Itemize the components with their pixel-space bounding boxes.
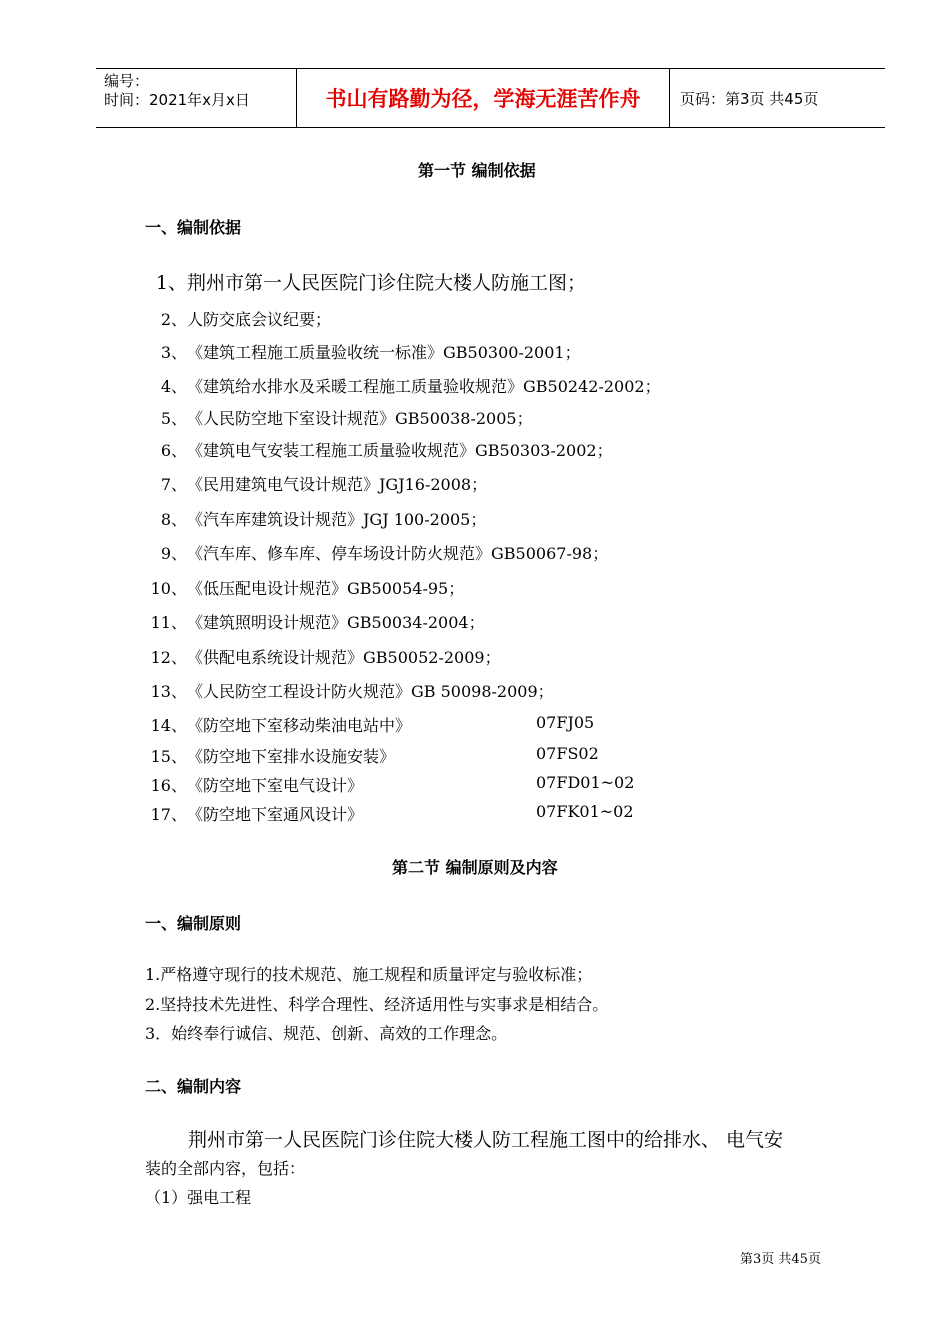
section1-subtitle: 一、编制依据	[145, 218, 242, 237]
list-item: 3、《建筑工程施工质量验收统一标准》GB50300-2001；	[160, 343, 581, 362]
list-item: 7、《民用建筑电气设计规范》JGJ16-2008；	[160, 475, 488, 494]
list-item: 4、《建筑给水排水及采暖工程施工质量验收规范》GB50242-2002；	[160, 377, 661, 396]
standard-code: 07FK01~02	[536, 802, 634, 821]
principle-item: 2.坚持技术先进性、科学合理性、经济适用性与实事求是相结合。	[145, 995, 609, 1014]
section1-title: 第一节 编制依据	[418, 161, 536, 180]
content-paragraph-line: 装的全部内容，包括：	[145, 1159, 306, 1178]
content-paragraph-line: （1）强电工程	[145, 1188, 252, 1207]
header-slogan: 书山有路勤为径，学海无涯苦作舟	[297, 69, 670, 127]
list-item: 13、《人民防空工程设计防火规范》GB 50098-2009；	[150, 682, 554, 701]
list-item: 2、人防交底会议纪要；	[160, 310, 332, 329]
content-title: 二、编制内容	[145, 1077, 242, 1096]
list-item: 1、荆州市第一人民医院门诊住院大楼人防施工图；	[155, 272, 587, 294]
list-item: 9、《汽车库、修车库、停车场设计防火规范》GB50067-98；	[160, 544, 609, 563]
list-item: 6、《建筑电气安装工程施工质量验收规范》GB50303-2002；	[160, 441, 613, 460]
list-item: 16、《防空地下室电气设计》	[150, 776, 364, 795]
header-meta	[96, 69, 297, 127]
header-code: 编号：	[104, 72, 150, 90]
standard-code: 07FS02	[536, 744, 599, 763]
list-item: 14、《防空地下室移动柴油电站中》	[150, 716, 412, 735]
list-item: 15、《防空地下室排水设施安装》	[150, 747, 396, 766]
header-page-number: 页码：第3页 共45页	[680, 89, 819, 108]
principle-item: 1.严格遵守现行的技术规范、施工规程和质量评定与验收标准；	[145, 965, 593, 984]
list-item: 5、《人民防空地下室设计规范》GB50038-2005；	[160, 409, 533, 428]
standard-code: 07FD01~02	[536, 773, 635, 792]
standard-code: 07FJ05	[536, 713, 595, 732]
principle-item: 3．始终奉行诚信、规范、创新、高效的工作理念。	[145, 1024, 508, 1043]
header-time: 时间：2021年x月x日	[104, 91, 250, 109]
list-item: 8、《汽车库建筑设计规范》JGJ 100-2005；	[160, 510, 487, 529]
principles-title: 一、编制原则	[145, 914, 242, 933]
footer-page-number: 第3页 共45页	[740, 1252, 821, 1267]
page-header	[96, 68, 885, 128]
list-item: 11、《建筑照明设计规范》GB50034-2004；	[150, 613, 485, 632]
section2-title: 第二节 编制原则及内容	[392, 858, 558, 877]
list-item: 10、《低压配电设计规范》GB50054-95；	[150, 579, 465, 598]
list-item: 17、《防空地下室通风设计》	[150, 805, 364, 824]
content-paragraph-line: 荆州市第一人民医院门诊住院大楼人防工程施工图中的给排水、 电气安	[188, 1129, 784, 1151]
list-item: 12、《供配电系统设计规范》GB50052-2009；	[150, 648, 501, 667]
